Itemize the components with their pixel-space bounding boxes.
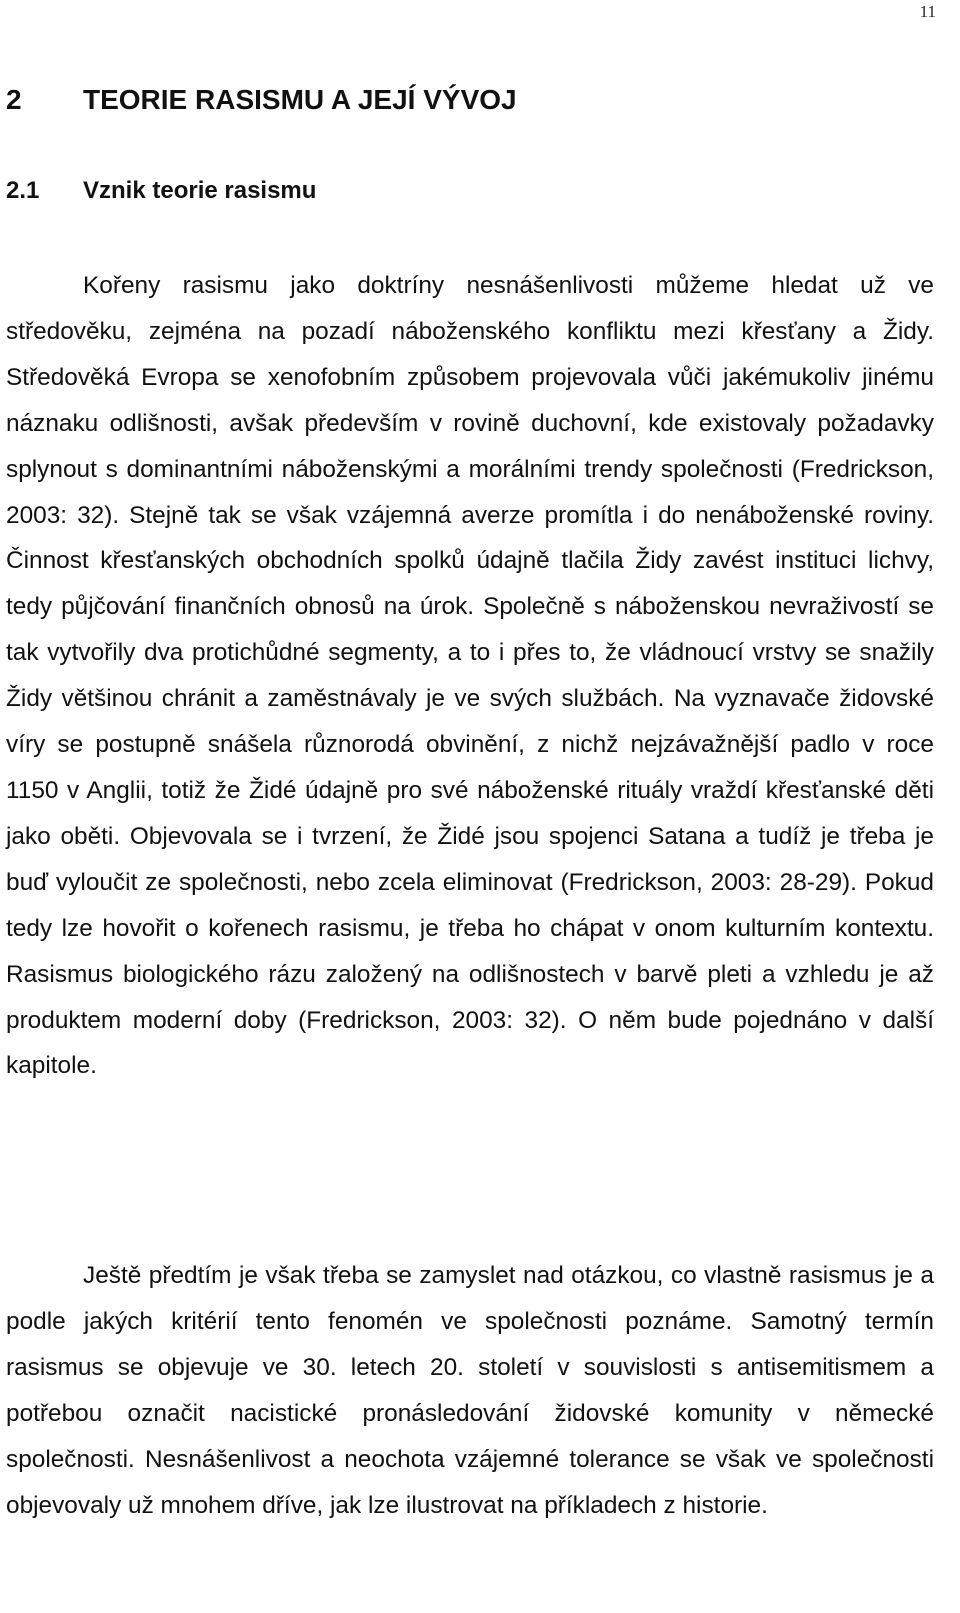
chapter-number: 2 bbox=[6, 84, 22, 115]
section-number: 2.1 bbox=[6, 177, 40, 204]
page-number: 11 bbox=[919, 2, 936, 21]
section-title: Vznik teorie rasismu bbox=[83, 177, 317, 204]
body-paragraph-1: Kořeny rasismu jako doktríny nesnášenlivosti můžeme hledat už ve středověku, zejména na pozadí náboženského konfliktu mezi křesťany a Židy. Středověká Evropa se xenofobním způsobem projevovala vůči jakémukoliv jinému náznaku odlišnosti, avšak především v rovině duchovní, kde existovaly požadavky splynout s dominantními náboženskými a morálními trendy společnosti (Fredrickson, 2003: 32). Stejně tak se však vzájemná averze promítla i do nenáboženské roviny. Činnost křesťanských obchodních spolků údajně tlačila Židy zavést instituci lichvy, tedy půjčování finančních obnosů na úrok. Společně s náboženskou nevraživostí se tak vytvořily dva protichůdné segmenty, a to i přes to, že vládnoucí vrstvy se snažily Židy většinou chránit a zaměstnávaly je ve svých službách. Na vyznavače židovské víry se postupně snášela různorodá obvinění, z nichž nejzávažnější padlo v roce 1150 v Anglii, totiž že Židé údajně pro své náboženské rituály vraždí křesťanské děti jako oběti. Objevovala se i tvrzení, že Židé jsou spojenci Satana a tudíž je třeba je buď vyloučit ze společnosti, nebo zcela eliminovat (Fredrickson, 2003: 28-29). Pokud tedy lze hovořit o kořenech rasismu, je třeba ho chápat v onom kulturním kontextu. Rasismus biologického rázu založený na odlišnostech v barvě pleti a vzhledu je až produktem moderní doby (Fredrickson, 2003: 32). O něm bude pojednáno v další kapitole. bbox=[6, 272, 934, 1080]
chapter-title: TEORIE RASISMU A JEJÍ VÝVOJ bbox=[83, 84, 517, 115]
chapter-heading bbox=[6, 84, 517, 116]
section-heading bbox=[6, 177, 316, 205]
body-paragraph-2: Ještě předtím je však třeba se zamyslet nad otázkou, co vlastně rasismus je a podle jakých kritérií tento fenomén ve společnosti poznáme. Samotný termín rasismus se objevuje ve 30. letech 20. století v souvislosti s antisemitismem a potřebou označit nacistické pronásledování židovské komunity v německé společnosti. Nesnášenlivost a neochota vzájemné tolerance se však ve společnosti objevovaly už mnohem dříve, jak lze ilustrovat na příkladech z historie. bbox=[6, 1262, 934, 1519]
